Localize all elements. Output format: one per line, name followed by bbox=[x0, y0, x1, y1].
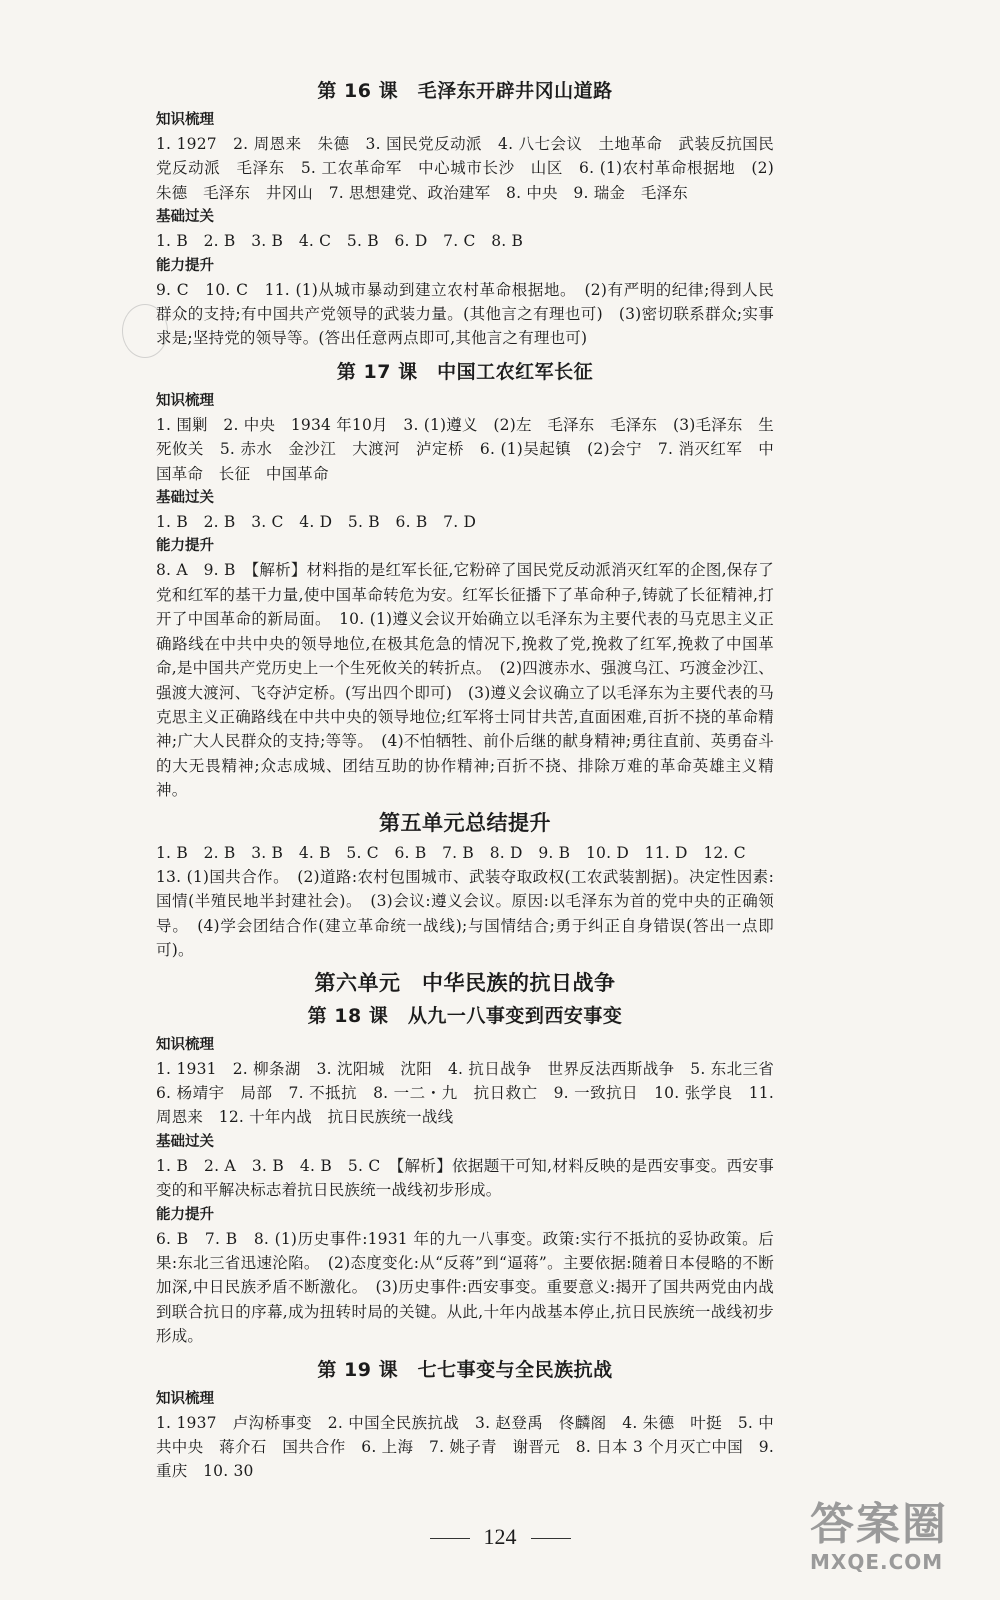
lesson-17-ability-heading: 能力提升 bbox=[156, 538, 214, 555]
lesson-17-basic-answers: 1. B 2. B 3. C 4. D 5. B 6. B 7. D bbox=[156, 513, 477, 532]
lesson-16-basic-answers: 1. B 2. B 3. B 4. C 5. B 6. D 7. C 8. B bbox=[156, 232, 524, 251]
lesson-18-ability-answers: 6. B 7. B 8. (1)历史事件:1931 年的九一八事变。政策:实行不抵抗的妥协政策。后果:东北三省迅速沦陷。 (2)态度变化:从“反蒋”到“逼蒋”。主要依据:随着日本侵略的不断加深,中日民族矛盾不断激化。 (3)历史事件:西安事变。重要意义:揭开了国共两党由内战到联合抗日的序幕,成为扭转时局的关键。从此,十年内战基本停止,抗日民族统一战线初步形成。 bbox=[156, 1229, 774, 1346]
lesson-17-title: 第 17 课 中国工农红军长征 bbox=[336, 360, 594, 383]
lesson-19-title: 第 19 课 七七事变与全民族抗战 bbox=[317, 1358, 613, 1381]
lesson-17-knowledge-answers: 1. 围剿 2. 中央 1934 年10月 3. (1)遵义 (2)左 毛泽东 毛泽东 (3)毛泽东 生死攸关 5. 赤水 金沙江 大渡河 泸定桥 6. (1)吴起镇 (2)会宁 7. 消灭红军 中国革命 长征 中国革命 bbox=[156, 415, 775, 483]
lesson-18-knowledge-answers: 1. 1931 2. 柳条湖 3. 沈阳城 沈阳 4. 抗日战争 世界反法西斯战争 5. 东北三省 6. 杨靖宇 局部 7. 不抵抗 8. 一二・九 抗日救亡 9. 一致抗日 10. 张学良 11. 周恩来 12. 十年内战 抗日民族统一战线 bbox=[156, 1059, 790, 1127]
page-number-left-rule bbox=[430, 1538, 470, 1539]
unit-5-essay-answers: 13. (1)国共合作。 (2)道路:农村包围城市、武装夺取政权(工农武装割据)。决定性因素:国情(半殖民地半封建社会)。 (3)会议:遵义会议。原因:以毛泽东为首的党中央的正确领导。 (4)学会团结合作(建立革命统一战线);与国情结合;勇于纠正自身错误(答出一点即可)。 bbox=[156, 867, 774, 960]
lesson-18-title: 第 18 课 从九一八事变到西安事变 bbox=[307, 1004, 623, 1027]
lesson-16-ability-heading: 能力提升 bbox=[156, 257, 214, 274]
lesson-18-knowledge-heading: 知识梳理 bbox=[156, 1036, 214, 1053]
watermark-url: MXQE.COM bbox=[810, 1550, 944, 1574]
lesson-18-basic-heading: 基础过关 bbox=[156, 1133, 214, 1150]
lesson-17-knowledge-heading: 知识梳理 bbox=[156, 392, 214, 409]
lesson-16-knowledge-answers: 1. 1927 2. 周恩来 朱德 3. 国民党反动派 4. 八七会议 土地革命 武装反抗国民党反动派 毛泽东 5. 工农革命军 中心城市长沙 山区 6. (1)农村革命根据地 (2)朱德 毛泽东 井冈山 7. 思想建党、政治建军 8. 中央 9. 瑞金 毛泽东 bbox=[156, 135, 774, 202]
watermark-logo-text: 答案圈 bbox=[810, 1499, 948, 1550]
unit-5-summary-title: 第五单元总结提升 bbox=[379, 810, 551, 835]
lesson-16-ability-answers: 9. C 10. C 11. (1)从城市暴动到建立农村革命根据地。 (2)有严明的纪律;得到人民群众的支持;有中国共产党领导的武装力量。(其他言之有理也可) (3)密切联系群众;实事求是;坚持党的领导等。(答出任意两点即可,其他言之有理也可) bbox=[156, 280, 774, 348]
page-number-right-rule bbox=[531, 1538, 571, 1539]
site-watermark bbox=[810, 1500, 985, 1590]
unit-5-choice-answers: 1. B 2. B 3. B 4. B 5. C 6. B 7. B 8. D 9. B 10. D 11. D 12. C bbox=[156, 843, 746, 862]
lesson-18-basic-answers: 1. B 2. A 3. B 4. B 5. C 【解析】依据题干可知,材料反映的是西安事变。西安事变的和平解决标志着抗日民族统一战线初步形成。 bbox=[156, 1156, 774, 1200]
page-number-value: 124 bbox=[483, 1524, 517, 1549]
lesson-18-ability-heading: 能力提升 bbox=[156, 1206, 214, 1223]
lesson-16-basic-heading: 基础过关 bbox=[156, 209, 214, 226]
unit-6-title: 第六单元 中华民族的抗日战争 bbox=[314, 970, 616, 995]
lesson-16-knowledge-heading: 知识梳理 bbox=[156, 112, 214, 128]
answer-page bbox=[156, 70, 790, 1484]
lesson-17-basic-heading: 基础过关 bbox=[156, 490, 214, 507]
lesson-19-knowledge-heading: 知识梳理 bbox=[156, 1390, 214, 1407]
lesson-19-knowledge-answers: 1. 1937 卢沟桥事变 2. 中国全民族抗战 3. 赵登禹 佟麟阁 4. 朱德 叶挺 5. 中共中央 蒋介石 国共合作 6. 上海 7. 姚子青 谢晋元 8. 日本 3 个月灭亡中国 9. 重庆 10. 30 bbox=[156, 1413, 774, 1481]
lesson-17-ability-answers: 8. A 9. B 【解析】材料指的是红军长征,它粉碎了国民党反动派消灭红军的企图,保存了党和红军的基干力量,使中国革命转危为安。红军长征播下了革命种子,铸就了长征精神,打开了中国革命的新局面。 10. (1)遵义会议开始确立以毛泽东为主要代表的马克思主义正确路线在中共中央的领导地位,在极其危急的情况下,挽救了党,挽救了红军,挽救了中国革命,是中国共产党历史上一个生死攸关的转折点。 (2)四渡赤水、强渡乌江、巧渡金沙江、强渡大渡河、飞夺泸定桥。(写出四个即可) (3)遵义会议确立了以毛泽东为主要代表的马克思主义正确路线在中共中央的领导地位;红军将士同甘共苦,直面困难,百折不挠的革命精神;广大人民群众的支持;等等。 (4)不怕牺牲、前仆后继的献身精神;勇往直前、英勇奋斗的大无畏精神;众志成城、团结互助的协作精神;百折不挠、排除万难的革命英雄主义精神。 bbox=[156, 561, 774, 800]
lesson-16-title: 第 16 课 毛泽东开辟井冈山道路 bbox=[317, 80, 613, 102]
